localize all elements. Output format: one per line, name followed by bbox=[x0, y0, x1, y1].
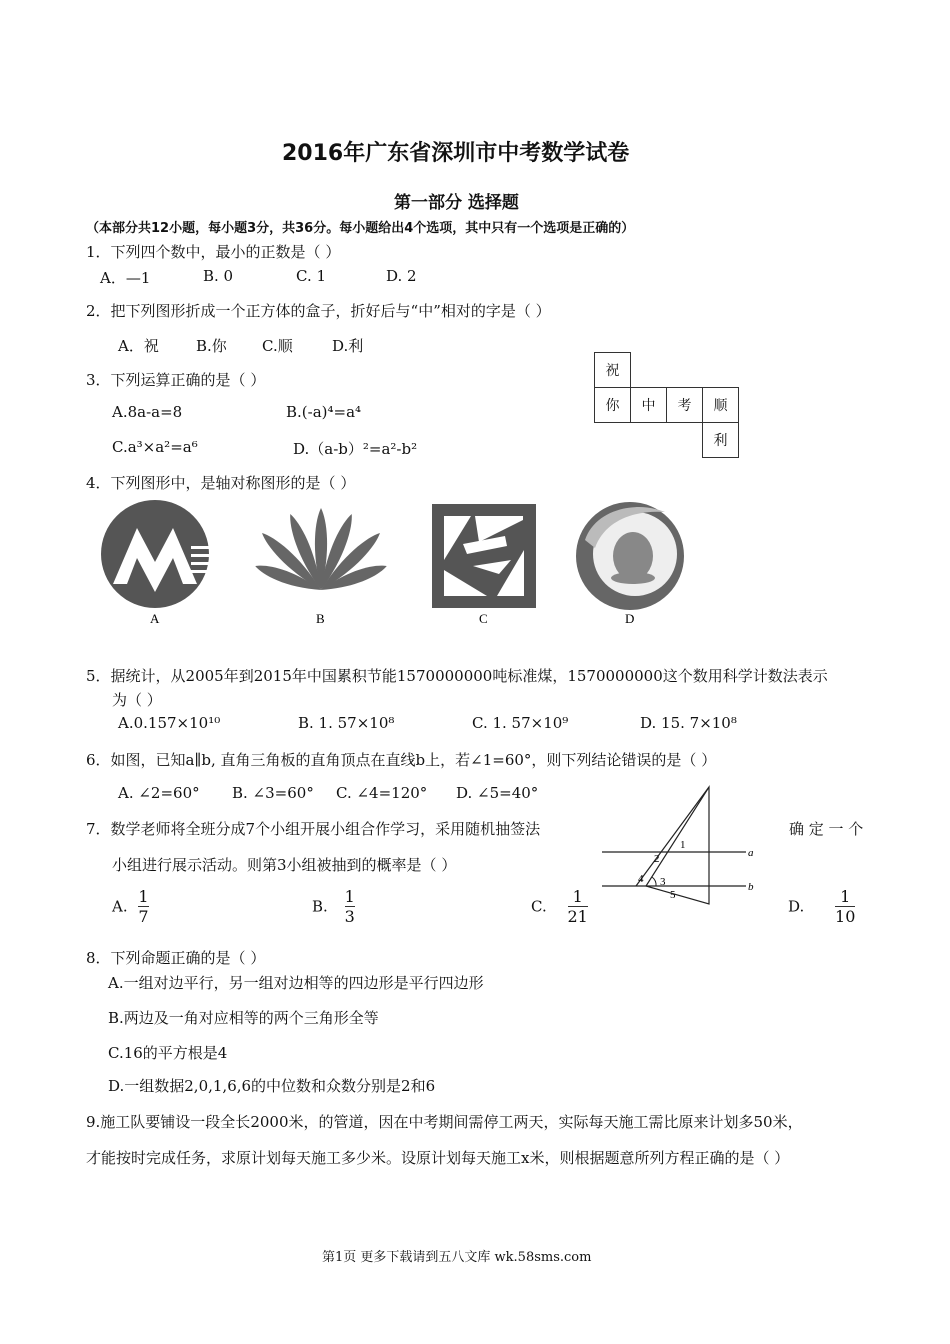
q7-stem-cont: 小组进行展示活动。则第3小组被抽到的概率是（ ） bbox=[112, 856, 457, 874]
q6-option-b: B. ∠3=60° bbox=[232, 784, 314, 802]
q1-option-d: D. 2 bbox=[386, 267, 417, 285]
logo-c-figure bbox=[432, 504, 536, 608]
logo-d-figure bbox=[576, 502, 684, 610]
q6-stem: 6．如图，已知a∥b, 直角三角板的直角顶点在直线b上，若∠1=60°，则下列结论错误的是（ ） bbox=[86, 751, 717, 769]
q1-option-a: A．—1 bbox=[100, 269, 151, 287]
net-cell-1: 祝 bbox=[595, 353, 631, 388]
label-c: C bbox=[479, 611, 488, 626]
q2-option-d: D.利 bbox=[332, 337, 364, 355]
angle-1-label: 1 bbox=[680, 839, 686, 851]
q5-option-d: D. 15. 7×10⁸ bbox=[640, 714, 737, 732]
angle-5-label: 5 bbox=[670, 889, 676, 901]
section-heading: 第一部分 选择题 bbox=[394, 193, 519, 213]
q8-option-c: C.16的平方根是4 bbox=[108, 1044, 228, 1062]
logo-b-figure bbox=[253, 508, 389, 596]
q7-stem-right: 确 定 一 个 bbox=[789, 820, 864, 838]
q5-stem-cont: 为（ ） bbox=[112, 691, 162, 709]
q3-stem: 3．下列运算正确的是（ ） bbox=[86, 371, 266, 389]
logo-a-figure bbox=[101, 500, 209, 608]
q3-option-b: B.(-a)⁴=a⁴ bbox=[286, 403, 362, 421]
page-footer: 第1页 更多下载请到五八文库 wk.58sms.com bbox=[322, 1250, 592, 1265]
parallel-lines-figure bbox=[600, 782, 770, 908]
q6-option-a: A. ∠2=60° bbox=[118, 784, 200, 802]
q8-option-d: D.一组数据2,0,1,6,6的中位数和众数分别是2和6 bbox=[108, 1077, 436, 1095]
q2-option-c: C.顺 bbox=[262, 337, 293, 355]
q5-option-a: A.0.157×10¹⁰ bbox=[118, 714, 221, 732]
q8-stem: 8．下列命题正确的是（ ） bbox=[86, 949, 266, 967]
q7-option-c: C. $\frac{1}{21}$ bbox=[531, 887, 588, 926]
q7-option-b: B. $\frac{1}{3}$ bbox=[312, 887, 355, 926]
q9-line-2: 才能按时完成任务，求原计划每天施工多少米。设原计划每天施工x米，则根据题意所列方程正确的是（ ） bbox=[86, 1149, 790, 1167]
q1-option-c: C. 1 bbox=[296, 267, 327, 285]
line-a-label: a bbox=[748, 847, 754, 859]
q7-option-a: A. $\frac{1}{7}$ bbox=[112, 887, 149, 926]
q1-option-b: B. 0 bbox=[203, 267, 234, 285]
net-cell-2: 你 bbox=[595, 388, 631, 423]
net-cell-5: 顺 bbox=[703, 388, 739, 423]
q5-option-b: B. 1. 57×10⁸ bbox=[298, 714, 395, 732]
q8-option-a: A.一组对边平行，另一组对边相等的四边形是平行四边形 bbox=[108, 974, 484, 992]
q8-option-b: B.两边及一角对应相等的两个三角形全等 bbox=[108, 1009, 379, 1027]
net-cell-3: 中 bbox=[631, 388, 667, 423]
q3-option-d: D.（a-b）²=a²-b² bbox=[293, 440, 418, 458]
cube-net-figure bbox=[594, 352, 739, 458]
label-b: B bbox=[316, 611, 325, 626]
line-b-label: b bbox=[748, 881, 754, 893]
label-a: A bbox=[150, 611, 160, 626]
q5-stem: 5．据统计，从2005年到2015年中国累积节能1570000000吨标准煤，1570000000这个数用科学计数法表示 bbox=[86, 667, 828, 685]
q4-figures bbox=[95, 500, 695, 630]
angle-2-label: 2 bbox=[654, 853, 660, 865]
page-title: 2016年广东省深圳市中考数学试卷 bbox=[282, 141, 630, 166]
angle-4-label: 4 bbox=[638, 873, 644, 885]
section-note: （本部分共12小题，每小题3分，共36分。每小题给出4个选项，其中只有一个选项是正确的） bbox=[86, 221, 635, 236]
label-d: D bbox=[625, 611, 635, 626]
q6-option-c: C. ∠4=120° bbox=[336, 784, 428, 802]
q7-option-d: D. $\frac{1}{10}$ bbox=[788, 887, 856, 926]
angle-3-label: 3 bbox=[660, 876, 666, 888]
q5-option-c: C. 1. 57×10⁹ bbox=[472, 714, 569, 732]
q9-line-1: 9.施工队要铺设一段全长2000米，的管道，因在中考期间需停工两天，实际每天施工需比原来计划多50米， bbox=[86, 1113, 803, 1131]
q2-option-a: A．祝 bbox=[118, 337, 159, 355]
q2-option-b: B.你 bbox=[196, 337, 227, 355]
q1-stem: 1．下列四个数中，最小的正数是（ ） bbox=[86, 243, 341, 261]
q3-option-c: C.a³×a²=a⁶ bbox=[112, 438, 198, 456]
net-cell-6: 利 bbox=[703, 423, 739, 458]
q7-stem: 7．数学老师将全班分成7个小组开展小组合作学习，采用随机抽签法 bbox=[86, 820, 541, 838]
q3-option-a: A.8a-a=8 bbox=[112, 403, 183, 421]
q6-option-d: D. ∠5=40° bbox=[456, 784, 539, 802]
net-cell-4: 考 bbox=[667, 388, 703, 423]
q2-stem: 2．把下列图形折成一个正方体的盒子，折好后与“中”相对的字是（ ） bbox=[86, 302, 551, 320]
q4-stem: 4．下列图形中，是轴对称图形的是（ ） bbox=[86, 474, 356, 492]
